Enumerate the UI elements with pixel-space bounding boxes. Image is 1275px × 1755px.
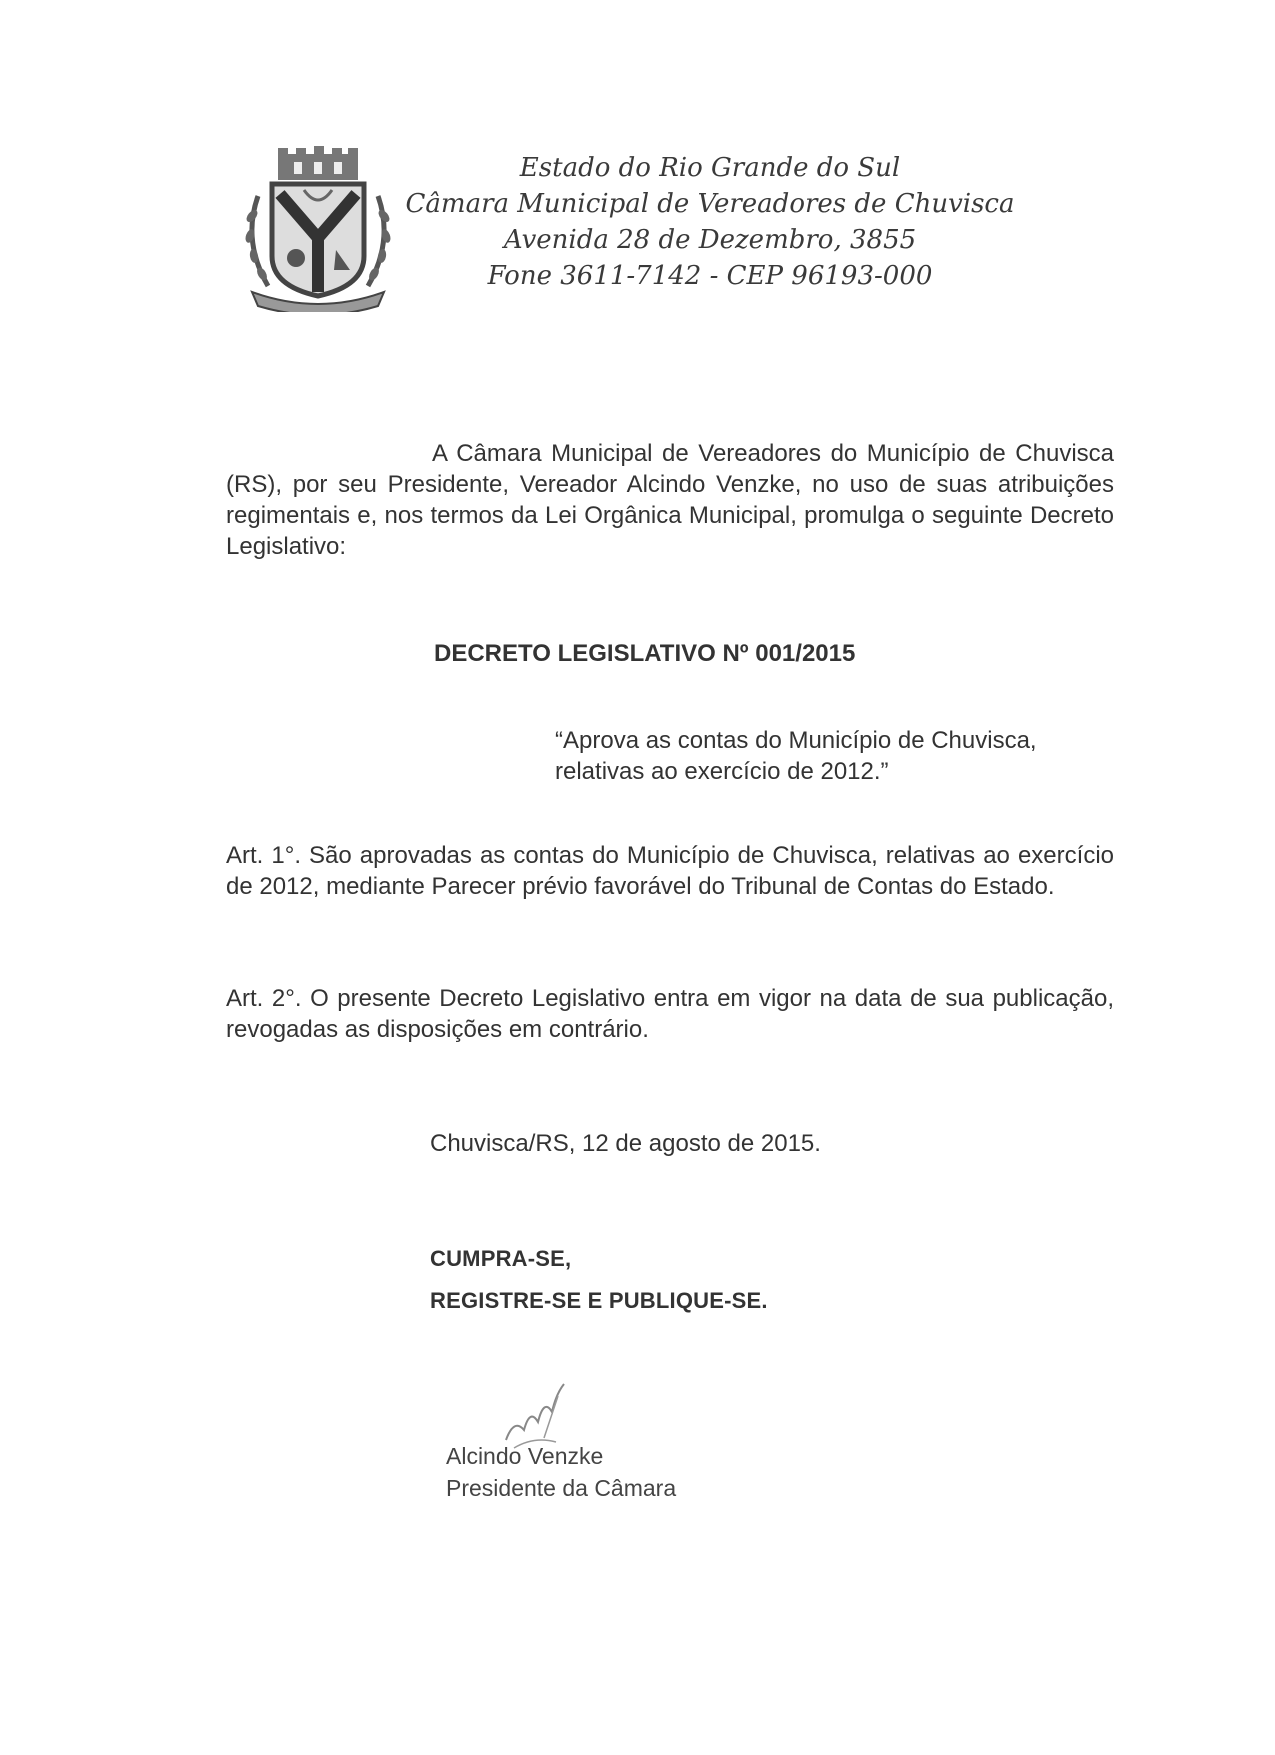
article-2: Art. 2°. O presente Decreto Legislativo entra em vigor na data de sua publicação, revogadas as disposições em contrário. [226, 985, 1114, 1043]
closing-cumpra: CUMPRA-SE, [430, 1246, 572, 1271]
date-line: Chuvisca/RS, 12 de agosto de 2015. [430, 1130, 821, 1157]
letterhead-institution: Câmara Municipal de Vereadores de Chuvisca [405, 189, 1015, 219]
signer-name: Alcindo Venzke [446, 1443, 604, 1469]
article-1: Art. 1°. São aprovadas as contas do Município de Chuvisca, relativas ao exercício de 2012, mediante Parecer prévio favorável do Tribunal de Contas do Estado. [226, 842, 1114, 900]
intro-paragraph: A Câmara Municipal de Vereadores do Município de Chuvisca (RS), por seu Presidente, Vereador Alcindo Venzke, no uso de suas atribuições regimentais e, nos termos da Lei Orgânica Municipal, promulga o seguinte Decreto Legislativo: [226, 440, 1114, 560]
signer-role: Presidente da Câmara [446, 1475, 677, 1501]
letterhead [390, 150, 1030, 294]
closing-registre: REGISTRE-SE E PUBLIQUE-SE. [430, 1288, 768, 1313]
letterhead-phone: Fone 3611-7142 - CEP 96193-000 [487, 261, 933, 291]
decree-summary: “Aprova as contas do Município de Chuvisca, relativas ao exercício de 2012.” [555, 727, 1037, 785]
letterhead-address: Avenida 28 de Dezembro, 3855 [503, 225, 917, 255]
letterhead-state: Estado do Rio Grande do Sul [519, 153, 901, 183]
municipal-crest-icon [238, 146, 398, 312]
signer-block [446, 1440, 676, 1504]
decree-title: DECRETO LEGISLATIVO Nº 001/2015 [434, 640, 856, 667]
